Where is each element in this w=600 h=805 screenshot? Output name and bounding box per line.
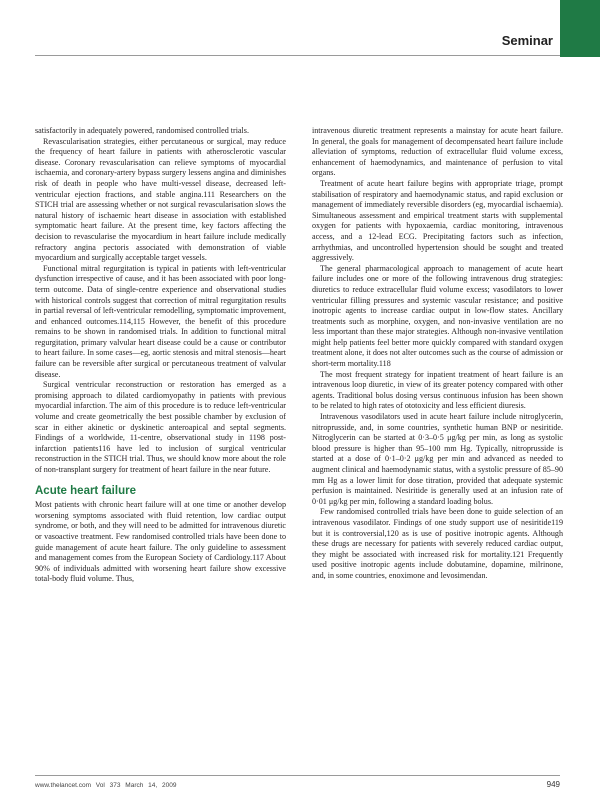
- left-column: [35, 126, 286, 585]
- paragraph: satisfactorily in adequately powered, randomised controlled trials.: [35, 126, 249, 135]
- paragraph: Intravenous vasodilators used in acute heart failure include nitroglycerin, nitroprusside, and, in some countries, synthetic human BNP or nesiritide. Nitroglycerin can be started at 0·3–0·5 μg/kg per min, as long as systolic blood pressure is higher than 95–100 mm Hg. Typically, nitroprusside is started at a dose of 0·1–0·2 μg/kg per min and advanced as needed to augment clinical and haemodynamic status, with a systolic pressure of 85–90 mm Hg as a lower limit for dose titration, provided that adequate systemic perfusion is maintained. Nesiritide is generally used at an infusion rate of 0·01 μg/kg per min, following a standard loading bolus.: [312, 412, 563, 506]
- section-label: Seminar: [501, 33, 553, 48]
- footer-rule: [35, 775, 560, 776]
- paragraph: Revascularisation strategies, either percutaneous or surgical, may reduce the frequency of heart failure in patients with atherosclerotic vascular disease. Coronary revascularisation can relieve symptoms of myocardial ischaemia, and coronary-artery bypass surgery lessens angina and diminishes risk of death in people who have multi-vessel disease, decreased left-ventricular ejection fractions, and stable angina.111 Researchers on the STICH trial are assessing whether or not surgical revascularisation slows the natural history of ischaemic heart disease in association with established symptomatic heart failure. At the present time, key factors affecting the decision to revascularise the myocardium in heart failure include medically refractory angina pectoris associated with demonstration of viable myocardium and surgically acceptable target vessels.: [35, 136, 286, 263]
- paragraph: Surgical ventricular reconstruction or restoration has emerged as a promising approach to dilated cardiomyopathy in patients with previous myocardial infarction. The aim of this procedure is to reduce left-ventricular volume and create geometrically the best possible chamber by exclusion of scar in either akinetic or dyskinetic anteroapical and septal segments. Findings of a worldwide, 11-centre, observational study in 1198 post-infarction patients116 have led to inclusion of surgical ventricular reconstruction in the STICH trial. Thus, we should know more about the role of non-transplant surgery for treatment of heart failure in the near future.: [35, 380, 286, 474]
- header-rule: [35, 55, 560, 56]
- section-heading: Acute heart failure: [35, 484, 136, 497]
- paragraph: The general pharmacological approach to management of acute heart failure includes one or more of the following intravenous drug strategies: diuretics to reduce extracellular fluid volume excess; vasodilators to lower ventricular filling pressures and systemic vascular resistance; and positive inotropic agents to increase cardiac output in low-flow states. Ancillary treatments such as morphine, oxygen, and non-invasive ventilation are no less important than these major strategies. Although non-invasive ventilation might help patients feel better more quickly compared with standard oxygen treatment alone, it does not alter outcomes such as the course of admission or short-term mortality.118: [312, 263, 563, 369]
- paragraph: intravenous diuretic treatment represents a mainstay for acute heart failure. In general, the goals for management of decompensated heart failure include alleviation of symptoms, reduction of extracellular fluid volume excess, enhancement of haemodynamics, and maintenance of perfusion to vital organs.: [312, 126, 563, 178]
- section-color-tab: [560, 0, 600, 57]
- journal-citation: www.thelancet.com Vol 373 March 14, 2009: [35, 782, 177, 789]
- paragraph: The most frequent strategy for inpatient treatment of heart failure is an intravenous loop diuretic, in view of its greater potency compared with other agents. Traditional bolus dosing versus continuous infusion has been shown to be related to high rates of ototoxicity and less efficient diuresis.: [312, 369, 563, 411]
- paragraph: Most patients with chronic heart failure will at one time or another develop worsening symptoms associated with fluid retention, low cardiac output syndrome, or both, and they will need to be admitted for intravenous diuretic or vasoactive treatment. Few randomised controlled trials have been done to guide management of acute heart failure. The only guideline to assessment and management comes from the European Society of Cardiology.117 About 90% of individuals admitted with worsening heart failure show excessive total-body fluid volume. Thus,: [35, 500, 286, 584]
- right-column: [312, 126, 563, 582]
- paragraph: Functional mitral regurgitation is typical in patients with left-ventricular dysfunction irrespective of cause, and it has been associated with poor long-term outcome. Data of single-centre experience and observational studies with historical controls suggest that correction of mitral regurgitation results in partial reversal of left-ventricular remodelling, symptomatic improvement, and enhanced outcomes.114,115 However, the benefit of this procedure remains to be shown in randomised trials. In addition to functional mitral regurgitation, primary valvular heart disease could be a cause or contributor to heart failure. In some cases—eg, aortic stenosis and mitral stenosis—heart failure can be reversible after surgical or percutaneous treatment of valvular disease.: [35, 263, 286, 379]
- paragraph: Few randomised controlled trials have been done to guide selection of an intravenous vasodilator. Findings of one study support use of nesiritide119 but it is controversial,120 as is use of positive inotropic agents. Although these drugs are necessary for patients with severely reduced cardiac output, they might be associated with increased risk for mortality.121 Frequently used positive inotropic agents include dobutamine, dopamine, milrinone, and, in some countries, enoximone and levosimendan.: [312, 507, 563, 580]
- page-number: 949: [546, 780, 560, 789]
- paragraph: Treatment of acute heart failure begins with appropriate triage, prompt stabilisation of respiratory and haemodynamic status, and rapid exclusion or management of immediately reversible disorders (eg, myocardial ischaemia). Simultaneous assessment and empirical treatment starts with supplemental oxygen for patients with hypoxaemia, cardiac monitoring, intravenous access, and a 12-lead ECG. Precipitating factors such as infection, arrhythmias, and uncontrolled hypertension should be sought and treated aggressively.: [312, 178, 563, 263]
